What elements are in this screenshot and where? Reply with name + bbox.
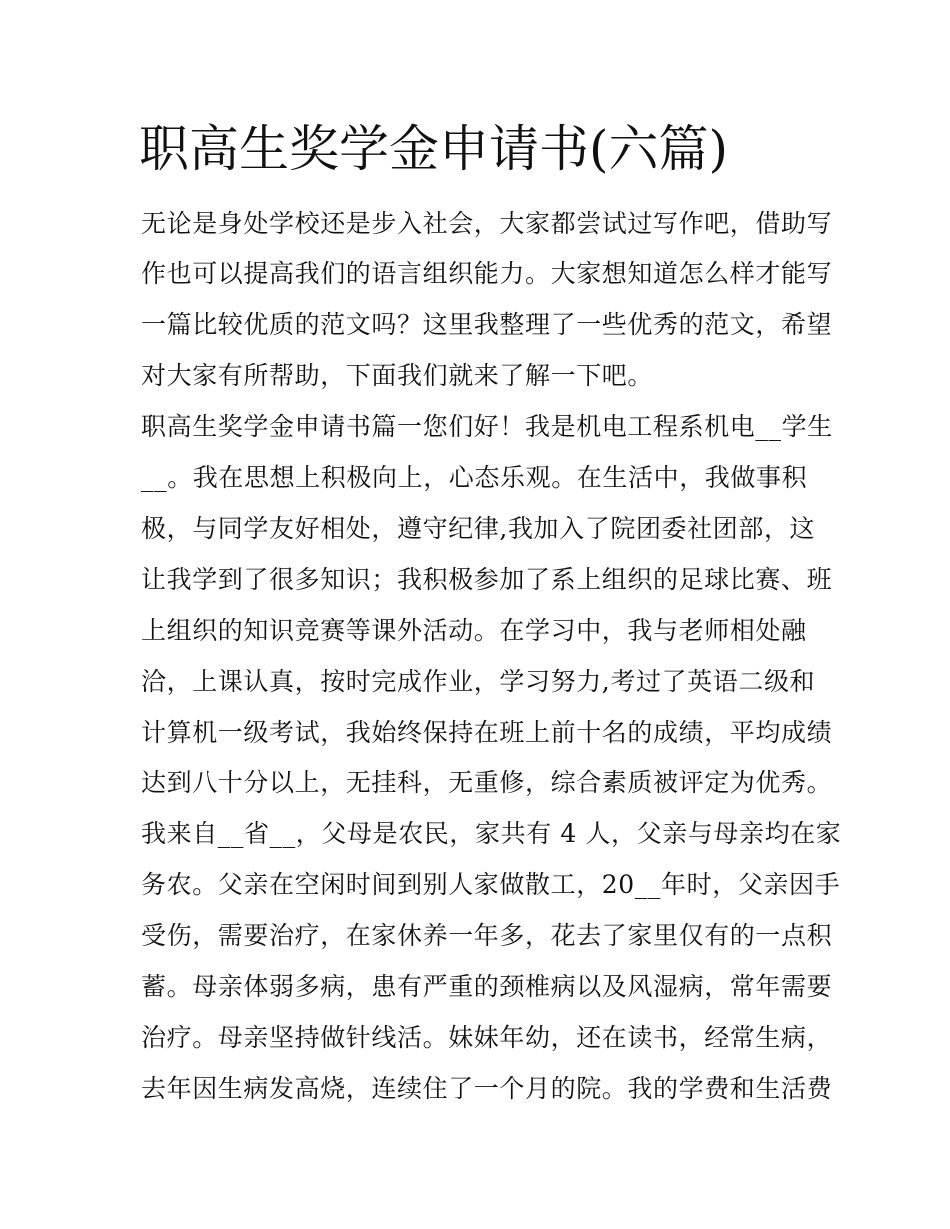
body-line: 让我学到了很多知识；我积极参加了系上组织的足球比赛、班	[141, 565, 833, 594]
body-line: 去年因生病发高烧，连续住了一个月的院。我的学费和生活费	[141, 1074, 833, 1103]
body-line: 极，与同学友好相处，遵守纪律,我加入了院团委社团部，这	[141, 514, 816, 543]
body-line: 洽，上课认真，按时完成作业，学习努力,考过了英语二级和	[141, 667, 816, 696]
body-line: 职高生奖学金申请书篇一您们好！我是机电工程系机电__学生	[141, 412, 833, 441]
body-line: 务农。父亲在空闲时间到别人家做散工，20__年时，父亲因手	[141, 870, 841, 899]
body-line: 受伤，需要治疗，在家休养一年多，花去了家里仅有的一点积	[141, 921, 833, 950]
body-line: 无论是身处学校还是步入社会，大家都尝试过写作吧，借助写	[141, 209, 833, 238]
body-line: 我来自__省__，父母是农民，家共有 4 人，父亲与母亲均在家	[141, 819, 842, 848]
body-line: 一篇比较优质的范文吗？这里我整理了一些优秀的范文，希望	[141, 310, 833, 339]
body-line: 对大家有所帮助，下面我们就来了解一下吧。	[141, 361, 654, 390]
body-line: 达到八十分以上，无挂科，无重修，综合素质被评定为优秀。	[141, 768, 833, 797]
body-line: __。我在思想上积极向上，心态乐观。在生活中，我做事积	[141, 463, 808, 492]
document-title: 职高生奖学金申请书(六篇)	[139, 120, 729, 178]
body-line: 作也可以提高我们的语言组织能力。大家想知道怎么样才能写	[141, 259, 833, 288]
body-line: 治疗。母亲坚持做针线活。妹妹年幼，还在读书，经常生病，	[141, 1023, 833, 1052]
body-line: 计算机一级考试，我始终保持在班上前十名的成绩，平均成绩	[141, 718, 833, 747]
body-line: 蓄。母亲体弱多病，患有严重的颈椎病以及风湿病，常年需要	[141, 972, 833, 1001]
body-line: 上组织的知识竞赛等课外活动。在学习中，我与老师相处融	[141, 616, 807, 645]
